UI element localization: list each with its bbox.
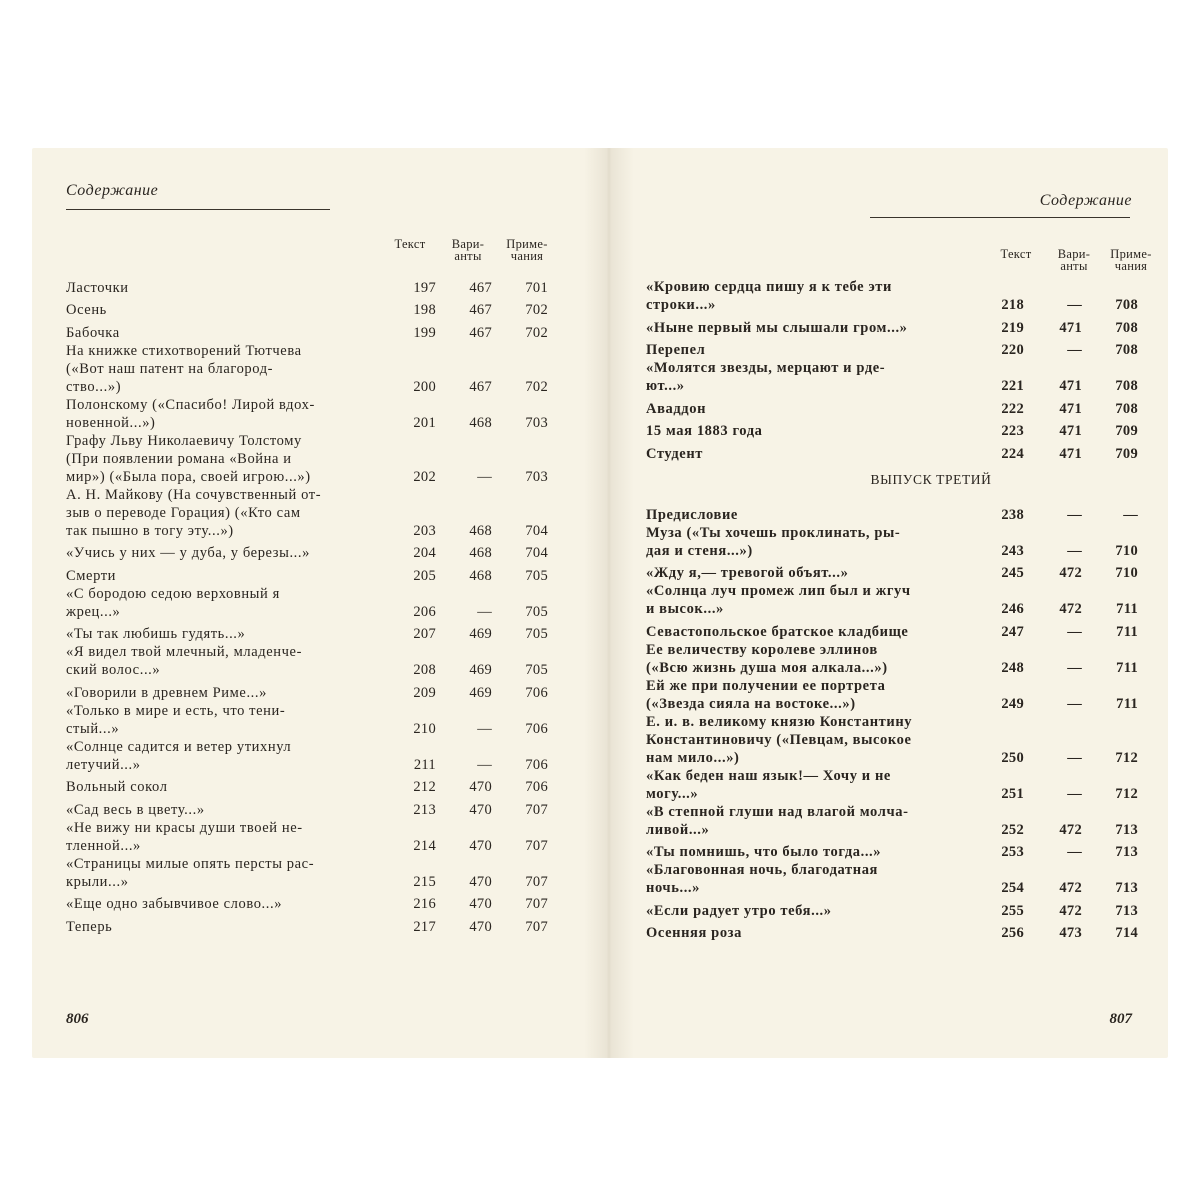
toc-entry: [646, 803, 1146, 839]
entry-title: 15 мая 1883 года: [646, 423, 763, 439]
variants-page: —: [1067, 785, 1082, 802]
text-page: 221: [1001, 378, 1024, 394]
left-page: [32, 148, 592, 1058]
variants-page: 472: [1059, 565, 1082, 581]
toc-entry: [66, 819, 556, 855]
toc-entry: [66, 738, 556, 774]
text-page: 203: [413, 522, 436, 539]
variants-page: 472: [1059, 601, 1082, 617]
right-page: [626, 148, 1168, 1058]
notes-page: 710: [1115, 565, 1138, 581]
notes-page: 711: [1116, 623, 1138, 640]
entry-title: «Ты помнишь, что было тогда...»: [646, 844, 882, 860]
entry-title: Смерти: [66, 567, 117, 584]
text-page: 207: [413, 626, 436, 642]
toc-entry: [66, 396, 556, 432]
variants-page: —: [1067, 506, 1082, 523]
notes-page: 707: [525, 918, 548, 935]
toc-entry: [646, 861, 1146, 897]
toc-entry: [646, 582, 1146, 618]
text-page: 197: [413, 279, 436, 296]
variants-page: 468: [469, 522, 492, 539]
section-heading: [646, 463, 1146, 502]
toc-entry: [646, 359, 1146, 395]
page-number: 807: [1109, 1011, 1132, 1027]
entry-title: Вольный сокол: [66, 779, 168, 795]
column-header-variants: Вари- анты: [1057, 247, 1091, 273]
toc-entry: [646, 713, 1146, 767]
variants-page: 471: [1059, 378, 1082, 394]
toc-entry: [646, 767, 1146, 803]
entry-title: «Ты так любишь гудять...»: [66, 626, 246, 642]
text-page: 249: [1001, 695, 1024, 712]
notes-page: 706: [525, 720, 548, 737]
toc-entry: [66, 562, 556, 585]
notes-page: 705: [525, 603, 548, 620]
entry-title: Ласточки: [66, 279, 129, 296]
entry-title: «Только в мире и есть, что тени- стый...»: [66, 702, 286, 737]
text-page: 255: [1001, 902, 1024, 919]
toc-entry: [646, 897, 1146, 920]
entry-title: Осенняя роза: [646, 925, 742, 941]
notes-page: 711: [1116, 601, 1138, 617]
notes-page: 703: [525, 414, 548, 431]
notes-page: 708: [1115, 378, 1138, 394]
toc-entry: [66, 702, 556, 738]
section-heading-label: ВЫПУСК ТРЕТИЙ: [870, 471, 992, 487]
toc-entry: [646, 920, 1146, 943]
toc-entry: [646, 524, 1146, 560]
notes-page: 710: [1115, 542, 1138, 559]
text-page: 205: [413, 567, 436, 584]
variants-page: 471: [1059, 423, 1082, 439]
notes-page: 705: [525, 662, 548, 678]
toc-entry: [646, 395, 1146, 418]
entry-title: «Молятся звезды, мерцают и рде- ют...»: [646, 360, 886, 394]
column-header-notes: Приме- чания: [506, 237, 548, 263]
notes-page: 709: [1115, 445, 1138, 462]
text-page: 213: [413, 801, 436, 818]
toc-entry: [66, 855, 556, 891]
variants-page: 468: [469, 567, 492, 584]
notes-page: —: [1123, 506, 1138, 523]
entry-title: «Кровию сердца пишу я к тебе эти строки...»: [646, 279, 892, 313]
entry-title: Полонскому («Спасибо! Лирой вдох- новенной...»): [66, 396, 315, 431]
text-page: 208: [413, 662, 436, 678]
notes-page: 711: [1116, 659, 1138, 676]
entry-title: Аваддон: [646, 400, 707, 417]
notes-page: 702: [525, 378, 548, 395]
book-spread: [32, 148, 1168, 1058]
variants-page: 470: [469, 896, 492, 912]
entry-title: Бабочка: [66, 324, 120, 341]
notes-page: 708: [1115, 319, 1138, 336]
toc-entry: [66, 621, 556, 644]
column-header-variants: Вари- анты: [451, 237, 485, 263]
variants-page: —: [477, 720, 492, 737]
toc-entry: [646, 418, 1146, 441]
variants-page: 473: [1059, 925, 1082, 941]
notes-page: 713: [1115, 880, 1138, 896]
entry-title: Севастопольское братское кладбище: [646, 623, 909, 640]
variants-page: 470: [469, 801, 492, 818]
entry-title: «Благовонная ночь, благодатная ночь...»: [646, 862, 878, 896]
entry-title: Муза («Ты хочешь проклинать, ры- дая и стеня...»): [646, 524, 901, 559]
notes-page: 704: [525, 545, 548, 561]
text-page: 250: [1001, 749, 1024, 766]
notes-page: 707: [525, 837, 548, 854]
text-page: 219: [1001, 319, 1024, 336]
text-page: 199: [413, 324, 436, 341]
entry-title: Теперь: [66, 918, 113, 935]
text-page: 220: [1001, 342, 1024, 358]
entry-title: «Если радует утро тебя...»: [646, 902, 832, 919]
toc-entry: [66, 297, 556, 320]
variants-page: 470: [469, 779, 492, 795]
variants-page: —: [1067, 695, 1082, 712]
toc-entry: [66, 432, 556, 486]
running-head: Содержание: [1039, 192, 1132, 209]
toc-entry: [66, 891, 556, 914]
page-number: 806: [66, 1011, 89, 1027]
entry-title: «Я видел твой млечный, младенче- ский волос...»: [66, 644, 303, 678]
notes-page: 705: [525, 626, 548, 642]
text-page: 201: [413, 414, 436, 431]
variants-page: 468: [469, 545, 492, 561]
variants-page: 467: [469, 324, 492, 341]
entry-title: «Солнце садится и ветер утихнул летучий...»: [66, 738, 292, 773]
text-page: 218: [1001, 297, 1024, 313]
entry-title: Ее величеству королеве эллинов («Всю жизнь душа моя алкала...»): [646, 641, 888, 676]
entry-title: «Жду я,— тревогой объят...»: [646, 565, 849, 581]
notes-page: 708: [1115, 342, 1138, 358]
variants-page: 472: [1059, 902, 1082, 919]
notes-page: 711: [1116, 695, 1138, 712]
variants-page: 469: [469, 626, 492, 642]
entry-title: «С бородою седою верховный я жрец...»: [66, 585, 280, 620]
entry-title: «Учись у них — у дуба, у березы...»: [66, 545, 310, 561]
entry-title: «Сад весь в цвету...»: [66, 801, 205, 818]
text-page: 238: [1001, 506, 1024, 523]
toc-entry: [66, 796, 556, 819]
text-page: 253: [1001, 844, 1024, 860]
variants-page: —: [1067, 542, 1082, 559]
variants-page: 469: [469, 662, 492, 678]
entry-title: Предисловие: [646, 506, 738, 523]
entry-title: «Как беден наш язык!— Хочу и не могу...»: [646, 767, 891, 802]
notes-page: 701: [525, 279, 548, 296]
notes-page: 713: [1115, 844, 1138, 860]
toc-entry: [66, 643, 556, 679]
text-page: 217: [413, 918, 436, 935]
column-header-notes: Приме- чания: [1110, 247, 1152, 273]
variants-page: 472: [1059, 880, 1082, 896]
column-header-text: Текст: [1000, 247, 1032, 261]
header-rule: [870, 217, 1130, 218]
text-page: 206: [413, 603, 436, 620]
toc-entry: [646, 337, 1146, 360]
toc-entry: [66, 585, 556, 621]
text-page: 202: [413, 468, 436, 485]
toc-entry: [66, 774, 556, 797]
variants-page: 471: [1059, 400, 1082, 417]
entry-title: «Страницы милые опять персты рас- крыли...»: [66, 855, 315, 890]
toc-list: [646, 278, 1146, 942]
text-page: 212: [413, 779, 436, 795]
text-page: 252: [1001, 821, 1024, 838]
toc-entry: [66, 342, 556, 396]
toc-entry: [66, 679, 556, 702]
text-page: 222: [1001, 400, 1024, 417]
notes-page: 712: [1115, 749, 1138, 766]
variants-page: —: [477, 468, 492, 485]
entry-title: Графу Льву Николаевичу Толстому (При появлении романа «Война и мир») («Была пора, своей игрою...»): [66, 432, 311, 485]
variants-page: —: [1067, 623, 1082, 640]
toc-entry: [646, 440, 1146, 463]
text-page: 211: [413, 756, 436, 773]
variants-page: 470: [469, 837, 492, 854]
header-rule: [66, 209, 330, 210]
variants-page: 470: [469, 918, 492, 935]
entry-title: Перепел: [646, 342, 706, 358]
variants-page: —: [1067, 659, 1082, 676]
text-page: 246: [1001, 601, 1024, 617]
text-page: 254: [1001, 880, 1024, 896]
toc-entry: [646, 501, 1146, 524]
notes-page: 714: [1115, 925, 1138, 941]
toc-list: [66, 274, 556, 936]
entry-title: «Говорили в древнем Риме...»: [66, 684, 267, 701]
variants-page: 472: [1059, 821, 1082, 838]
entry-title: А. Н. Майкову (На сочувственный от- зыв о переводе Горация) («Кто сам так пышно в тогу эту...»): [66, 486, 322, 539]
entry-title: На книжке стихотворений Тютчева («Вот наш патент на благород- ство...»): [66, 342, 302, 395]
notes-page: 708: [1115, 400, 1138, 417]
notes-page: 707: [525, 896, 548, 912]
toc-entry: [646, 839, 1146, 862]
notes-page: 707: [525, 873, 548, 890]
notes-page: 703: [525, 468, 548, 485]
toc-entry: [66, 540, 556, 563]
variants-page: —: [477, 756, 492, 773]
toc-entry: [646, 314, 1146, 337]
toc-entry: [66, 486, 556, 540]
notes-page: 709: [1115, 423, 1138, 439]
notes-page: 712: [1115, 785, 1138, 802]
toc-entry: [646, 677, 1146, 713]
entry-title: Студент: [646, 445, 703, 462]
entry-title: «Не вижу ни красы души твоей не- тленной...»: [66, 819, 303, 854]
text-page: 210: [413, 720, 436, 737]
text-page: 200: [413, 378, 436, 395]
notes-page: 702: [525, 324, 548, 341]
variants-page: 467: [469, 302, 492, 318]
toc-entry: [66, 274, 556, 297]
text-page: 245: [1001, 565, 1024, 581]
text-page: 251: [1001, 785, 1024, 802]
text-page: 214: [413, 837, 436, 854]
variants-page: 467: [469, 279, 492, 296]
text-page: 223: [1001, 423, 1024, 439]
toc-entry: [646, 560, 1146, 583]
notes-page: 706: [525, 756, 548, 773]
running-head: Содержание: [66, 182, 159, 199]
toc-entry: [646, 618, 1146, 641]
notes-page: 704: [525, 522, 548, 539]
notes-page: 706: [525, 779, 548, 795]
notes-page: 706: [525, 684, 548, 701]
entry-title: Ей же при получении ее портрета («Звезда сияла на востоке...»): [646, 677, 886, 712]
variants-page: 468: [469, 414, 492, 431]
column-header-text: Текст: [394, 237, 426, 251]
entry-title: Осень: [66, 302, 107, 318]
text-page: 224: [1001, 445, 1024, 462]
variants-page: —: [1067, 297, 1082, 313]
variants-page: —: [1067, 342, 1082, 358]
toc-entry: [646, 641, 1146, 677]
entry-title: «Солнца луч промеж лип был и жгуч и высок...»: [646, 583, 911, 617]
notes-page: 713: [1115, 821, 1138, 838]
variants-page: —: [1067, 749, 1082, 766]
toc-entry: [66, 319, 556, 342]
text-page: 248: [1001, 659, 1024, 676]
variants-page: 469: [469, 684, 492, 701]
toc-entry: [66, 913, 556, 936]
variants-page: —: [1067, 844, 1082, 860]
entry-title: «Еще одно забывчивое слово...»: [66, 896, 283, 912]
notes-page: 705: [525, 567, 548, 584]
text-page: 216: [413, 896, 436, 912]
entry-title: «Ныне первый мы слышали гром...»: [646, 319, 908, 336]
notes-page: 713: [1115, 902, 1138, 919]
variants-page: 470: [469, 873, 492, 890]
entry-title: «В степной глуши над влагой молча- ливой...»: [646, 803, 909, 838]
text-page: 198: [413, 302, 436, 318]
text-page: 256: [1001, 925, 1024, 941]
text-page: 247: [1001, 623, 1024, 640]
notes-page: 708: [1115, 297, 1138, 313]
variants-page: 471: [1059, 319, 1082, 336]
text-page: 215: [413, 873, 436, 890]
variants-page: 471: [1059, 445, 1082, 462]
notes-page: 702: [525, 302, 548, 318]
text-page: 209: [413, 684, 436, 701]
variants-page: —: [477, 603, 492, 620]
notes-page: 707: [525, 801, 548, 818]
toc-entry: [646, 278, 1146, 314]
variants-page: 467: [469, 378, 492, 395]
entry-title: Е. и. в. великому князю Константину Константиновичу («Певцам, высокое нам мило...»): [646, 713, 913, 766]
text-page: 204: [413, 545, 436, 561]
text-page: 243: [1001, 542, 1024, 559]
